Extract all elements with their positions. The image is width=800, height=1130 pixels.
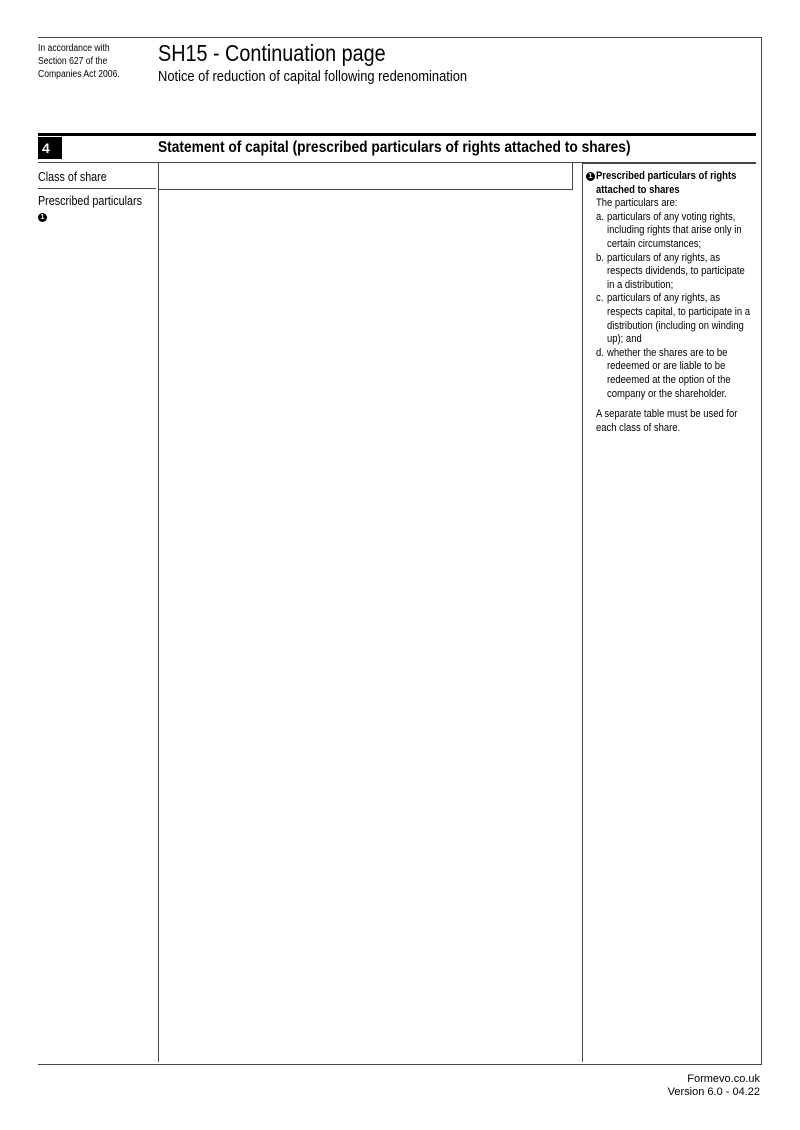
legal-basis-line: In accordance with <box>38 43 110 54</box>
guidance-item <box>586 347 772 361</box>
guidance-item-letter: c. <box>596 292 604 305</box>
footer-site: Formevo.co.uk <box>687 1073 760 1085</box>
guidance-item <box>586 252 772 266</box>
guidance-item-line: particulars of any voting rights, <box>607 210 736 223</box>
prescribed-particulars-field[interactable] <box>159 191 582 1061</box>
page-bottom-border <box>38 1064 762 1065</box>
class-of-share-field-right-edge <box>572 163 573 190</box>
guidance-item-letter: d. <box>596 346 604 359</box>
prescribed-particulars-note-ref <box>38 209 47 227</box>
guidance-item-letter: a. <box>596 210 604 223</box>
guidance-item-line: up); and <box>607 333 642 346</box>
page-top-border <box>38 37 762 38</box>
section-title <box>158 138 707 158</box>
guidance-note-line: A separate table must be used for <box>596 408 738 421</box>
guidance-item-line: particulars of any rights, as <box>607 292 721 305</box>
class-of-share-field-left-edge <box>158 163 159 190</box>
class-of-share-label-text: Class of share <box>38 170 107 184</box>
guidance-intro: The particulars are: <box>596 197 678 210</box>
class-of-share-field-bottom-edge <box>158 189 573 190</box>
guidance-item <box>586 211 772 225</box>
class-of-share-field[interactable] <box>159 164 572 188</box>
guidance-item-line: redeemed or are liable to be <box>607 360 726 373</box>
footer-version: Version 6.0 - 04.22 <box>667 1086 760 1098</box>
section-number: 4 <box>38 137 62 159</box>
guidance-item-line: including rights that arise only in <box>607 224 742 237</box>
guidance-note-line: each class of share. <box>596 421 681 434</box>
page-footer <box>668 1073 760 1099</box>
guidance-item-line: certain circumstances; <box>607 237 702 250</box>
info-marker-icon: 1 <box>38 213 47 222</box>
class-of-share-label-rule <box>38 188 156 189</box>
info-marker-icon: 1 <box>586 172 595 181</box>
particulars-field-right-edge <box>582 163 583 1062</box>
legal-basis-note <box>38 42 133 81</box>
guidance-item-line: redeemed at the option of the <box>607 373 731 386</box>
section-rule <box>38 133 756 136</box>
form-subtitle <box>158 68 517 86</box>
guidance-item-line: particulars of any rights, as <box>607 251 721 264</box>
section-title-text: Statement of capital (prescribed particulars of rights attached to shares) <box>158 139 631 156</box>
particulars-field-left-edge <box>158 190 159 1062</box>
guidance-heading <box>586 170 772 184</box>
prescribed-particulars-label-text: Prescribed particulars <box>38 194 142 208</box>
prescribed-particulars-label <box>38 194 159 209</box>
guidance-item-line: company or the shareholder. <box>607 387 727 400</box>
legal-basis-line: Section 627 of the <box>38 56 108 67</box>
guidance-heading-line: Prescribed particulars of rights <box>596 170 737 182</box>
form-subtitle-text: Notice of reduction of capital following redenomination <box>158 68 468 85</box>
guidance-item <box>586 292 772 306</box>
guidance-top-edge <box>582 163 756 164</box>
guidance-item-line: distribution (including on winding <box>607 319 744 332</box>
class-of-share-label <box>38 170 118 185</box>
legal-basis-line: Companies Act 2006. <box>38 69 120 80</box>
guidance-heading-line: attached to shares <box>596 183 680 196</box>
guidance-item-line: whether the shares are to be <box>607 346 728 359</box>
guidance-panel <box>586 170 772 435</box>
form-title <box>158 40 423 66</box>
guidance-item-letter: b. <box>596 251 604 264</box>
form-title-text: SH15 - Continuation page <box>158 40 386 66</box>
guidance-item-line: respects capital, to participate in a <box>607 305 751 318</box>
guidance-item-line: in a distribution; <box>607 278 674 291</box>
guidance-item-line: respects dividends, to participate <box>607 265 745 278</box>
